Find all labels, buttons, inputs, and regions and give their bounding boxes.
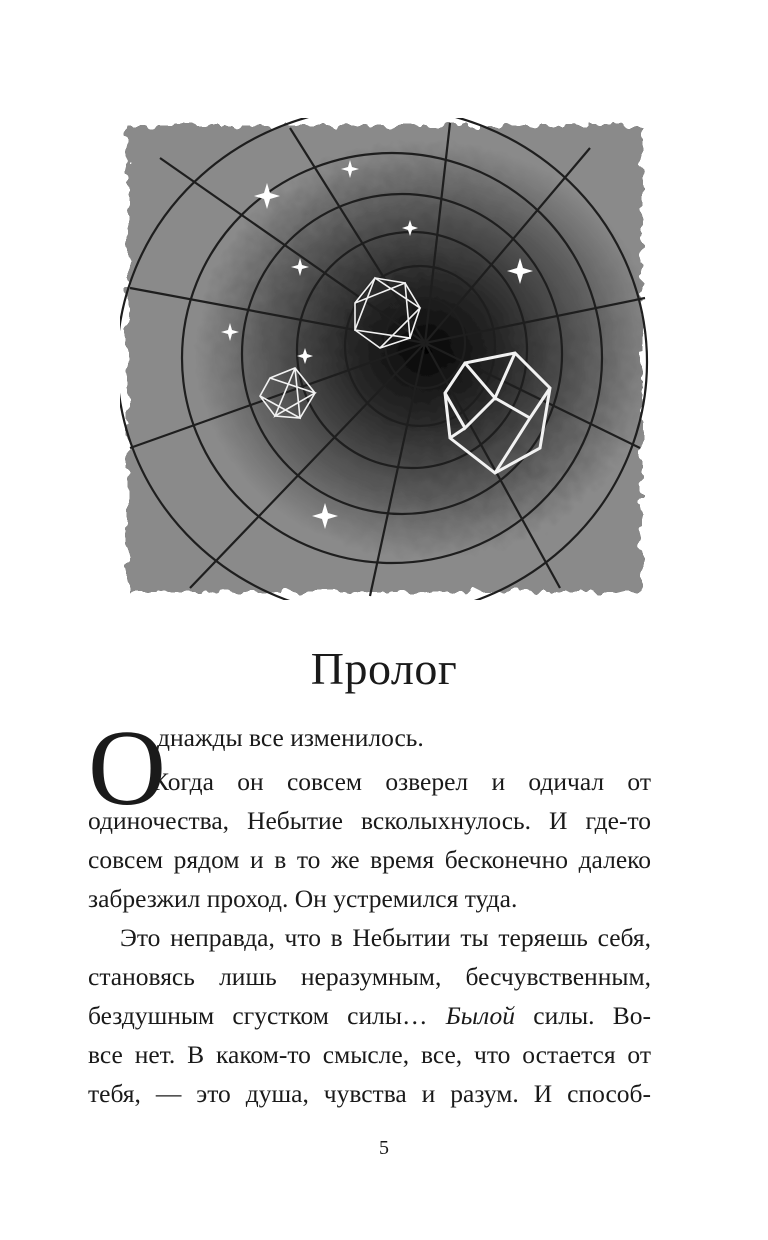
text-line: становясь лишь неразумным, бесчувственным, [88,962,651,991]
text-line: тебя, — это душа, чувства и разум. И способ- [88,1079,651,1108]
text-line: все нет. В каком-то смысле, все, что остается от [88,1040,651,1069]
paragraph-2 [88,918,651,1113]
text-fragment: силы. Во- [533,1001,651,1030]
text-line: Когда он совсем озверел и одичал от [152,767,651,796]
space-tunnel-illustration [120,118,650,600]
text-fragment: бездушным сгустком силы… [88,1001,428,1030]
text-line: одиночества, Небытие всколыхнулось. И где-то [88,806,651,835]
italic-word: Былой [445,1001,516,1030]
text-line: Это неправда, что в Небытии ты теряешь себя, [120,923,651,952]
first-line: днажды все изменилось. [157,723,424,752]
text-line [88,996,651,1035]
text-line: совсем рядом и в то же время бесконечно далеко [88,845,651,874]
chapter-title: Пролог [310,643,458,694]
drop-cap: О [88,709,166,828]
paragraph-1 [88,762,651,918]
text-line: забрезжил проход. Он устремился туда. [88,884,518,913]
page-number: 5 [379,1137,389,1159]
